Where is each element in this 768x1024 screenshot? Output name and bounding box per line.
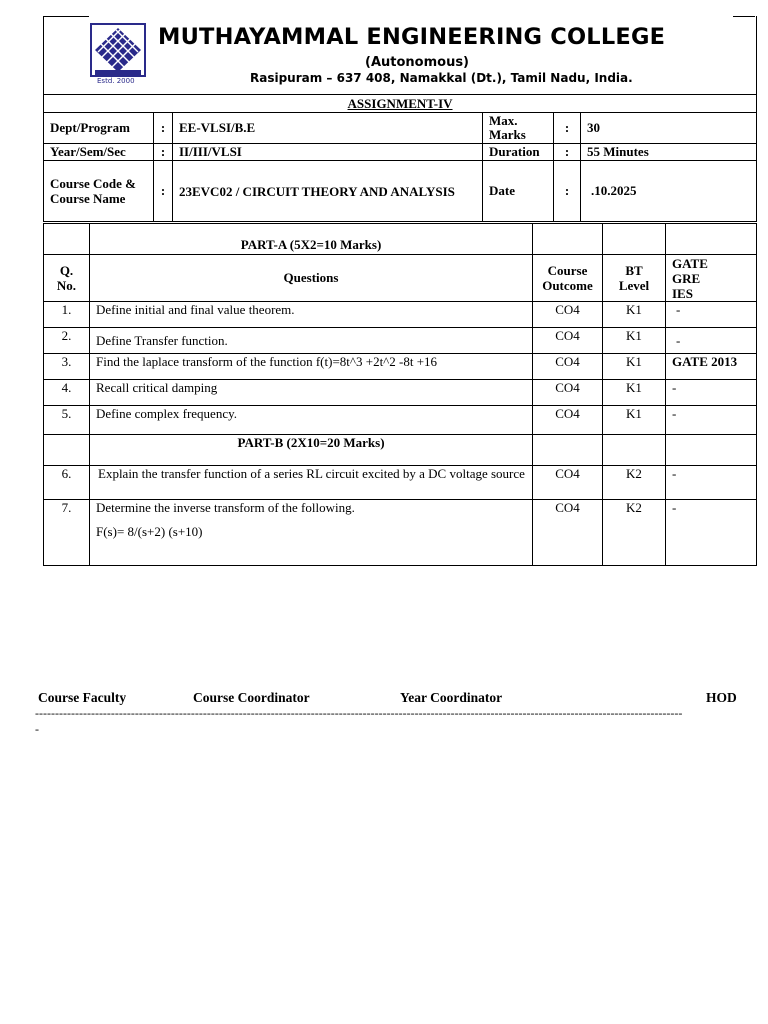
assignment-title: ASSIGNMENT-IV (44, 95, 757, 113)
table-row (44, 466, 757, 500)
year-label: Year/Sem/Sec (44, 144, 154, 161)
bt-level: K1 (603, 354, 666, 380)
bt-level: K1 (603, 380, 666, 406)
qno: 5. (44, 406, 90, 435)
col-bt-level: BT Level (603, 255, 666, 302)
course-outcome: CO4 (533, 500, 603, 566)
questions-table (43, 223, 757, 566)
footer-separator-tail: - (35, 722, 39, 736)
bt-level: K2 (603, 500, 666, 566)
college-logo-icon (89, 22, 147, 86)
table-row (44, 380, 757, 406)
colon: : (554, 161, 581, 222)
colon: : (154, 113, 173, 144)
course-outcome: CO4 (533, 380, 603, 406)
gate-value: - (666, 328, 757, 354)
col-qno: Q. No. (44, 255, 90, 302)
course-outcome: CO4 (533, 354, 603, 380)
qno: 4. (44, 380, 90, 406)
gate-value: - (666, 466, 757, 500)
dept-label: Dept/Program (44, 113, 154, 144)
maxmarks-label: Max. Marks (483, 113, 554, 144)
date-label: Date (483, 161, 554, 222)
header-border-left (43, 16, 89, 17)
question-formula: F(s)= 8/(s+2) (s+10) (96, 524, 203, 539)
question-text: Define complex frequency. (90, 406, 533, 435)
question-cell (90, 500, 533, 566)
gate-value: GATE 2013 (666, 354, 757, 380)
table-row (44, 354, 757, 380)
col-gate-text: GATE GRE IES (672, 255, 708, 301)
bt-level: K2 (603, 466, 666, 500)
question-text: Recall critical damping (90, 380, 533, 406)
course-outcome: CO4 (533, 406, 603, 435)
bt-level: K1 (603, 406, 666, 435)
part-a-title: PART-A (5X2=10 Marks) (90, 224, 533, 255)
college-name: MUTHAYAMMAL ENGINEERING COLLEGE (158, 24, 666, 50)
dept-value: EE-VLSI/B.E (173, 113, 483, 144)
col-gate (666, 255, 757, 302)
bt-level: K1 (603, 302, 666, 328)
logo-estd-text: Estd. 2000 (97, 77, 135, 85)
year-value: II/III/VLSI (173, 144, 483, 161)
colon: : (154, 161, 173, 222)
question-text: Find the laplace transform of the function f(t)=8t^3 +2t^2 -8t +16 (90, 354, 533, 380)
duration-value: 55 Minutes (581, 144, 757, 161)
gate-value: - (666, 380, 757, 406)
question-text: Determine the inverse transform of the following. (96, 500, 355, 515)
col-course-outcome: Course Outcome (533, 255, 603, 302)
course-label: Course Code & Course Name (44, 161, 154, 222)
qno: 2. (44, 328, 90, 354)
signature-course-faculty: Course Faculty (38, 690, 127, 705)
question-text: Define Transfer function. (90, 328, 533, 354)
signature-year-coordinator: Year Coordinator (400, 690, 503, 705)
info-table (43, 94, 757, 222)
qno: 1. (44, 302, 90, 328)
maxmarks-value: 30 (581, 113, 757, 144)
gate-value: - (666, 406, 757, 435)
colon: : (154, 144, 173, 161)
date-value: .10.2025 (581, 161, 757, 222)
course-outcome: CO4 (533, 302, 603, 328)
footer-separator: ------------------------------------------------------------------------------------------------------------------------------------------------------------------ (35, 706, 683, 720)
signature-course-coordinator: Course Coordinator (193, 690, 310, 705)
signature-hod: HOD (706, 690, 737, 705)
autonomous-label: (Autonomous) (365, 55, 469, 70)
qno: 6. (44, 466, 90, 500)
qno: 7. (44, 500, 90, 566)
colon: : (554, 113, 581, 144)
college-address: Rasipuram – 637 408, Namakkal (Dt.), Tamil Nadu, India. (250, 71, 633, 85)
gate-value: - (666, 500, 757, 566)
table-row (44, 500, 757, 566)
course-outcome: CO4 (533, 466, 603, 500)
colon: : (554, 144, 581, 161)
part-b-title: PART-B (2X10=20 Marks) (90, 435, 533, 466)
course-outcome: CO4 (533, 328, 603, 354)
col-questions: Questions (90, 255, 533, 302)
bt-level: K1 (603, 328, 666, 354)
question-text: Explain the transfer function of a series RL circuit excited by a DC voltage source (90, 466, 533, 500)
duration-label: Duration (483, 144, 554, 161)
course-value: 23EVC02 / CIRCUIT THEORY AND ANALYSIS (173, 161, 483, 222)
table-row (44, 302, 757, 328)
header-border-right (733, 16, 755, 17)
qno: 3. (44, 354, 90, 380)
table-row (44, 328, 757, 354)
question-text: Define initial and final value theorem. (90, 302, 533, 328)
table-row (44, 406, 757, 435)
gate-value: - (666, 302, 757, 328)
